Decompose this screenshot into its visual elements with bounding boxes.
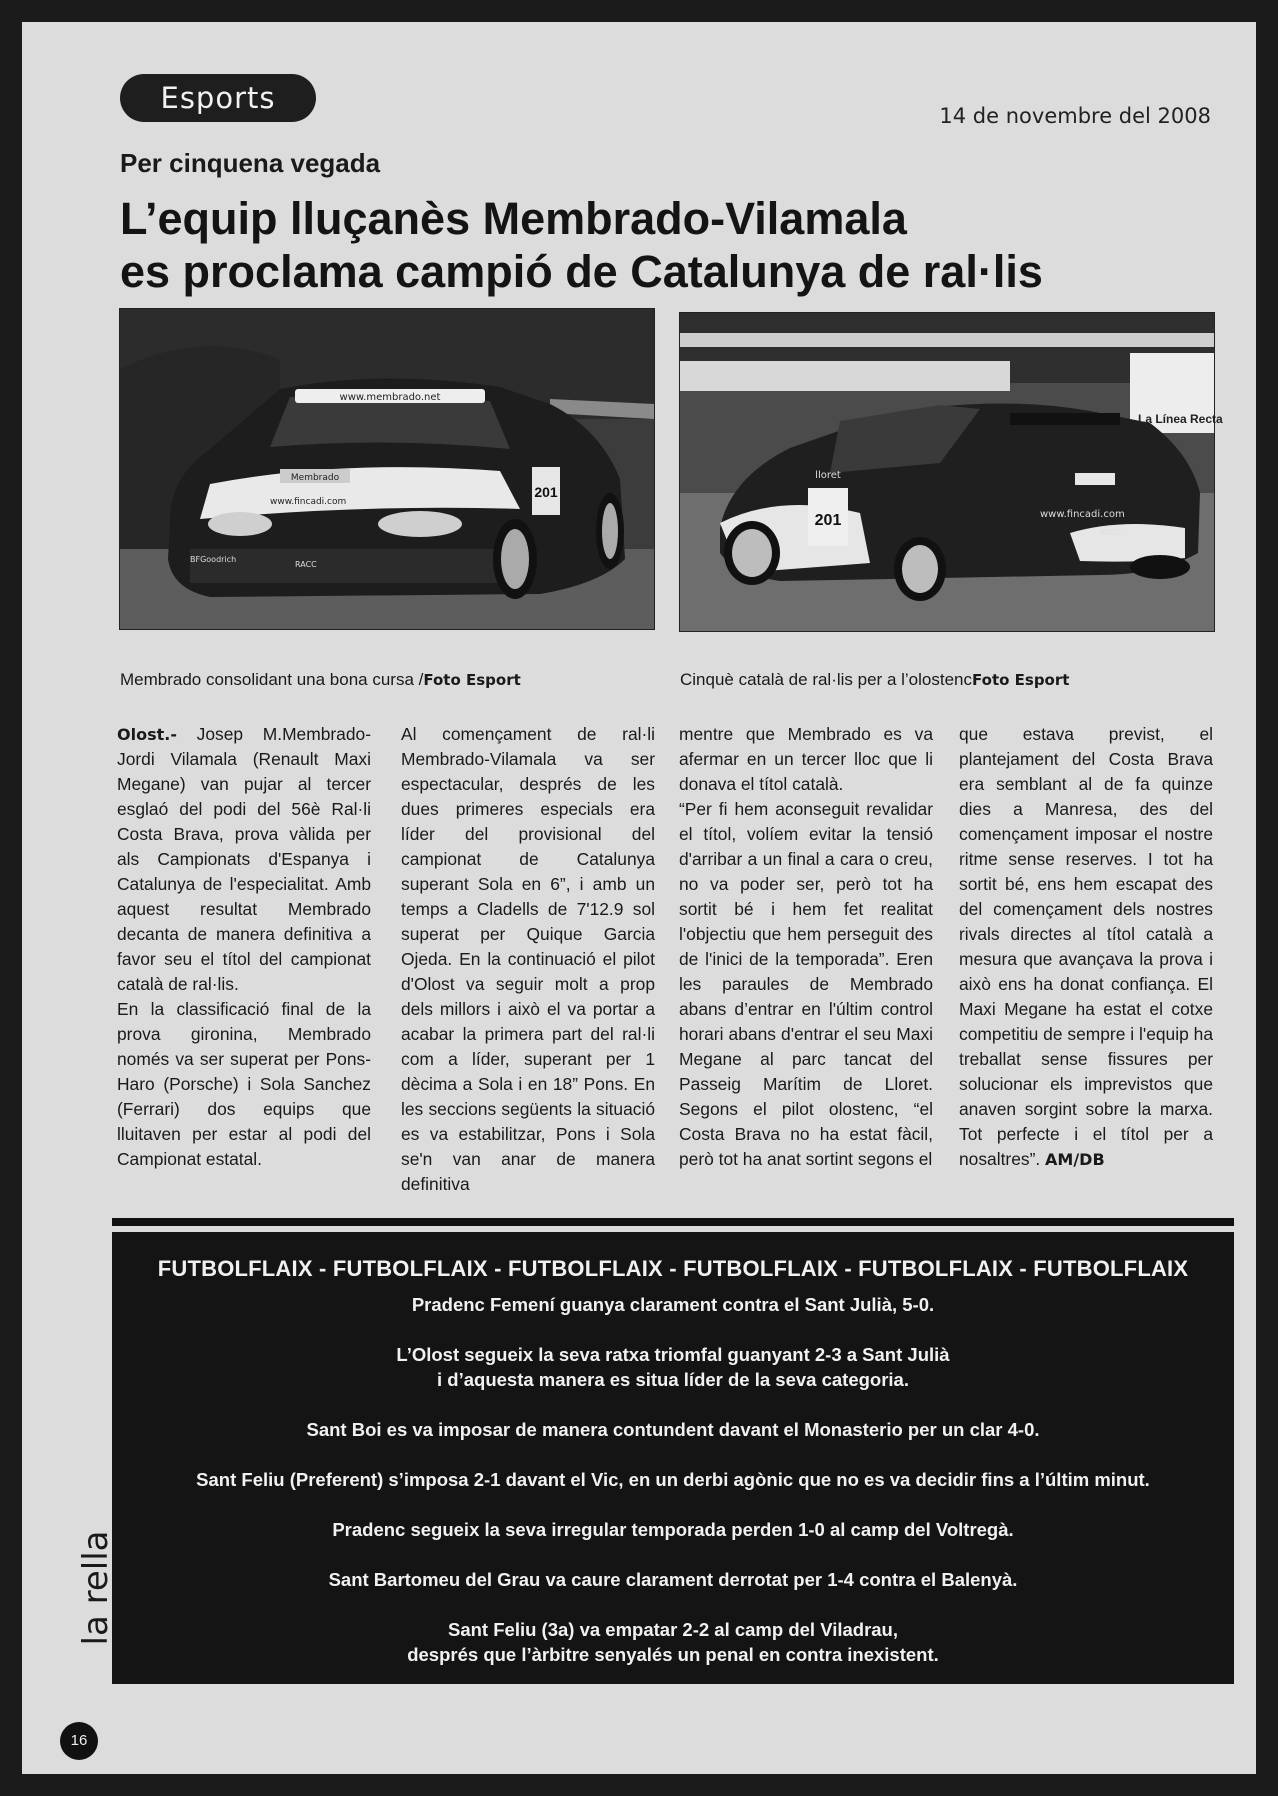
futbolflaix-item	[112, 1567, 1234, 1592]
photo-caption-1: Membrado consolidant una bona cursa /Foto Esport	[120, 670, 521, 689]
futbolflaix-item-line: Sant Feliu (Preferent) s’imposa 2-1 davant el Vic, en un derbi agònic que no es va decidir fins a l’últim minut.	[196, 1469, 1150, 1490]
article-column-4	[959, 722, 1213, 1228]
article-paragraph: En la classificació final de la prova gironina, Membrado només va ser superat per Pons-Haro (Porsche) i Sola Sanchez (Ferrari) dos equips que lluitaven per estar al podi del Campionat estatal.	[117, 999, 371, 1169]
photo-rally-car-front	[119, 308, 655, 630]
futbolflaix-item	[112, 1517, 1234, 1542]
car-number-rear: 201	[814, 512, 842, 529]
decal-text-hood-sponsor: Membrado	[290, 473, 340, 483]
futbolflaix-item-line: Sant Bartomeu del Grau va caure clarament derrotat per 1-4 contra el Balenyà.	[328, 1569, 1018, 1590]
photo-caption-2: Cinquè català de ral·lis per a l’olostencFoto Esport	[680, 670, 1070, 689]
article-paragraph: “Per fi hem aconseguit revalidar el títol, volíem evitar la tensió d'arribar a un final a cara o creu, no va poder ser, però tot ha sortit bé i hem fet realitat l'objectiu que hem perseguit des de l'inici de la temporada”. Eren les paraules de Membrado abans d’entrar en l'últim control horari abans d'entrar el seu Maxi Megane al parc tancat del Passeig Marítim de Lloret. Segons el pilot olostenc, “el Costa Brava no ha estat fàcil, però tot ha anat sortint segons el	[679, 799, 933, 1169]
article-column-3	[679, 722, 933, 1228]
publication-name: la rella	[76, 1530, 116, 1646]
futbolflaix-item-line: Pradenc Femení guanya clarament contra el Sant Julià, 5-0.	[411, 1294, 935, 1315]
decal-text-window: lloret	[815, 470, 841, 481]
futbolflaix-item-line: Sant Feliu (3a) va empatar 2-2 al camp del Viladrau,	[448, 1619, 898, 1640]
futbolflaix-item-line: Pradenc segueix la seva irregular temporada perden 1-0 al camp del Voltregà.	[332, 1519, 1014, 1540]
futbolflaix-item-line: L’Olost segueix la seva ratxa triomfal guanyant 2-3 a Sant Julià	[396, 1344, 950, 1365]
futbolflaix-item	[112, 1417, 1234, 1442]
article-paragraph: que estava previst, el plantejament del Costa Brava era semblant al de fa quinze dies a Manresa, des del començament imposar el nostre ritme sense reserves. I tot ha sortit bé, ens hem escapat des del començament dels nostres rivals directes al títol català a mesura que avançava la prova i això ens ha donat confiança. El Maxi Megane ha estat el cotxe competitiu de sempre i l'equip ha treballat sense fissures per solucionar els imprevistos que anaven sorgint sobre la marxa. Tot perfecte i el títol per a nosaltres”. AM/DB	[959, 724, 1213, 1169]
section-divider	[112, 1218, 1234, 1226]
photo-rally-car-rear	[679, 312, 1223, 632]
article-headline	[120, 192, 1130, 298]
article-signature: AM/DB	[1045, 1150, 1105, 1169]
futbolflaix-item	[112, 1342, 1234, 1392]
decal-text-bumper-left: BFGoodrich	[190, 555, 237, 564]
futbolflaix-item-line: després que l’àrbitre senyalés un penal en contra inexistent.	[407, 1644, 939, 1665]
futbolflaix-item	[112, 1292, 1234, 1317]
article-paragraph: mentre que Membrado es va afermar en un tercer lloc que li donava el títol català.	[679, 724, 933, 794]
photo-credit-2: Foto Esport	[972, 671, 1070, 689]
photo-credit-1: Foto Esport	[423, 671, 521, 689]
article-column-2	[401, 722, 655, 1228]
dateline: Olost.-	[117, 725, 177, 744]
page-number: 16	[60, 1722, 98, 1760]
decal-text-rear-racc: RACC	[1100, 528, 1122, 537]
decal-text-windscreen: www.membrado.net	[339, 392, 441, 403]
section-label: Esports	[120, 74, 316, 122]
futbolflaix-list	[112, 1292, 1234, 1667]
headline-line-1: L’equip lluçanès Membrado-Vilamala	[120, 193, 907, 244]
futbolflaix-item-line: i d’aquesta manera es situa líder de la seva categoria.	[437, 1369, 909, 1390]
decal-text-rear: www.fincadi.com	[1040, 509, 1125, 520]
article-column-1	[117, 722, 371, 1228]
futbolflaix-item-line: Sant Boi es va imposar de manera contundent davant el Monasterio per un clar 4-0.	[306, 1419, 1040, 1440]
car-number: 201	[534, 484, 558, 500]
futbolflaix-item	[112, 1617, 1234, 1667]
futbolflaix-title: FUTBOLFLAIX - FUTBOLFLAIX - FUTBOLFLAIX - FUTBOLFLAIX - FUTBOLFLAIX - FUTBOLFLAIX	[157, 1256, 1189, 1281]
article-paragraph: Al començament de ral·li Membrado-Vilamala va ser espectacular, després de les dues primeres especials era líder del provisional del campionat de Catalunya superant Sola en 6”, i amb un temps a Cladells de 7'12.9 sol superat per Quique Garcia Ojeda. En la continuació el pilot d'Olost va seguir molt a prop dels millors i això el va portar a acabar la primera part del ral·li com a líder, superant per 1 dècima a Sola i en 18” Pons. En les seccions següents la situació es va estabilitzar, Pons i Sola se'n van anar de manera definitiva	[401, 724, 655, 1194]
article-kicker: Per cinquena vegada	[120, 148, 381, 178]
decal-text-hood: www.fincadi.com	[270, 497, 347, 507]
headline-line-2: es proclama campió de Catalunya de ral·lis	[120, 246, 1043, 297]
issue-date: 14 de novembre del 2008	[939, 104, 1211, 128]
article-paragraph: Olost.- Josep M.Membrado-Jordi Vilamala (Renault Maxi Megane) van pujar al tercer esglaó del podi del 56è Ral·li Costa Brava, prova vàlida per als Campionats d'Espanya i Catalunya de l'especialitat. Amb aquest resultat Membrado decanta de manera definitiva a favor seu el títol del campionat català de ral·lis.	[117, 724, 371, 994]
decal-text-banner: La Línea Recta	[1138, 412, 1223, 426]
futbolflaix-box	[112, 1232, 1234, 1684]
futbolflaix-item	[112, 1467, 1234, 1492]
decal-text-bumper-center: RACC	[295, 560, 317, 569]
newspaper-page	[22, 22, 1256, 1774]
